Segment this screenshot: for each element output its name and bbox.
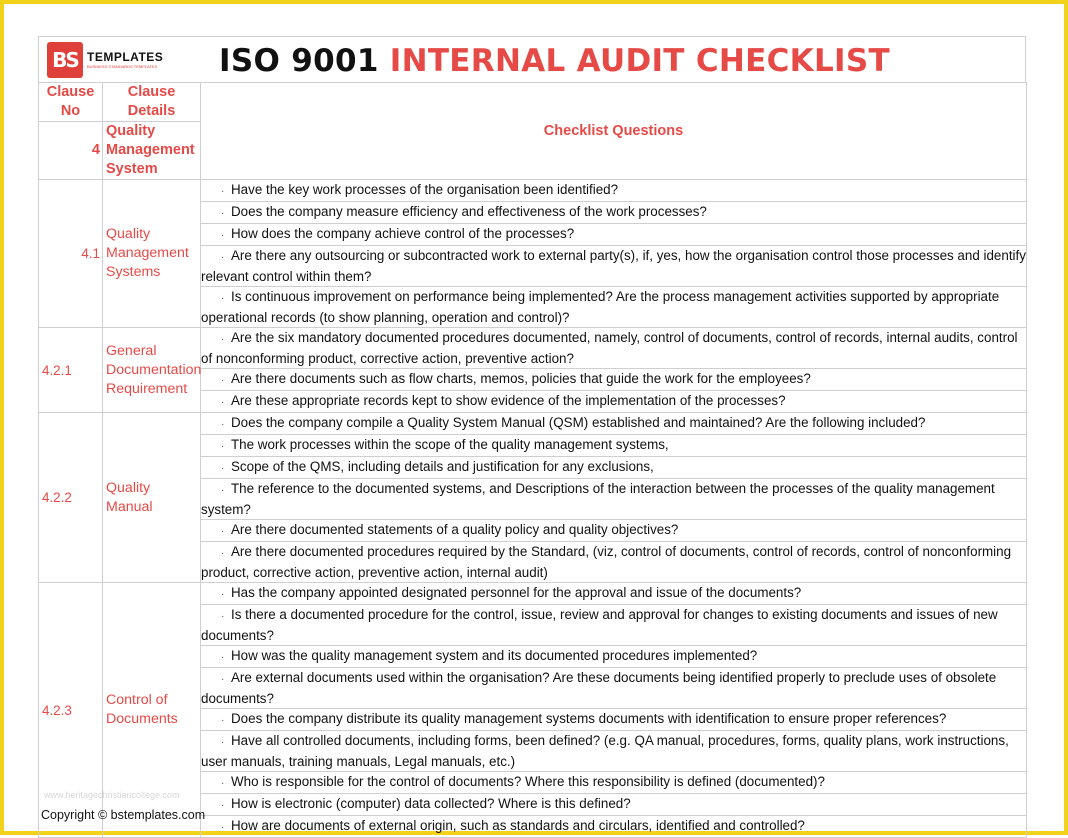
checklist-question: [201, 794, 1027, 816]
question-text: Are the six mandatory documented procedures documented, namely, control of documents, control of records, internal audits, control of nonconforming product, corrective action, preventive action?: [201, 330, 1018, 366]
question-text: Is continuous improvement on performance being implemented? Are the process management activities supported by appropriate operational records (to show planning, operation and control)?: [201, 289, 1000, 325]
checklist-question: [201, 180, 1027, 202]
checklist-question: [201, 246, 1027, 287]
checklist-question: [201, 731, 1027, 772]
bullet-icon: ·: [221, 293, 225, 304]
question-row: [39, 328, 1027, 369]
clause-name: Control of Documents: [103, 583, 201, 838]
question-text: Does the company compile a Quality System Manual (QSM) established and maintained? Are the following included?: [231, 415, 926, 430]
logo-word: TEMPLATES: [87, 50, 164, 64]
question-text: Are there documents such as flow charts, memos, policies that guide the work for the employees?: [231, 371, 811, 386]
question-text: Does the company distribute its quality management systems documents with identification to ensure proper references?: [231, 711, 947, 726]
checklist-question: [201, 435, 1027, 457]
bullet-icon: ·: [221, 822, 225, 833]
checklist-question: [201, 605, 1027, 646]
checklist-question: [201, 583, 1027, 605]
bullet-icon: ·: [221, 737, 225, 748]
clause-details-header: Clause Details: [103, 83, 201, 122]
title-row: [38, 36, 1026, 82]
question-text: Have all controlled documents, including forms, been defined? (e.g. QA manual, procedures, forms, quality plans, work instructions, user manuals, training manuals, Legal manuals, etc.): [201, 733, 1009, 769]
top-clause-number: 4: [39, 122, 103, 180]
bullet-icon: ·: [221, 652, 225, 663]
clause-name: Quality Management Systems: [103, 180, 201, 328]
question-row: [39, 413, 1027, 435]
checklist-question: [201, 542, 1027, 583]
question-text: How does the company achieve control of the processes?: [231, 226, 575, 241]
bullet-icon: ·: [221, 526, 225, 537]
checklist-question: [201, 369, 1027, 391]
question-text: How is electronic (computer) data collected? Where is this defined?: [231, 796, 631, 811]
question-text: Does the company measure efficiency and effectiveness of the work processes?: [231, 204, 707, 219]
question-text: Is there a documented procedure for the control, issue, review and approval for changes to existing documents and issues of new documents?: [201, 607, 998, 643]
document-title: [219, 43, 890, 79]
clause-name: Quality Manual: [103, 413, 201, 583]
bullet-icon: ·: [221, 419, 225, 430]
checklist-question: [201, 709, 1027, 731]
logo-tagline: BUSINESS STANDARDS TEMPLATES: [87, 64, 158, 69]
bullet-icon: ·: [221, 186, 225, 197]
bullet-icon: ·: [221, 397, 225, 408]
checklist-question: [201, 520, 1027, 542]
checklist-question: [201, 816, 1027, 838]
checklist-sheet: [38, 36, 1026, 838]
checklist-question: [201, 328, 1027, 369]
bullet-icon: ·: [221, 230, 225, 241]
bullet-icon: ·: [221, 800, 225, 811]
question-text: The work processes within the scope of the quality management systems,: [231, 437, 669, 452]
checklist-question: [201, 772, 1027, 794]
checklist-question: [201, 646, 1027, 668]
title-part-2: INTERNAL AUDIT CHECKLIST: [389, 43, 890, 79]
bullet-icon: ·: [221, 375, 225, 386]
bullet-icon: ·: [221, 441, 225, 452]
bullet-icon: ·: [221, 334, 225, 345]
question-text: Are there any outsourcing or subcontracted work to external party(s), if, yes, how the organisation control those processes and identify relevant control within them?: [201, 248, 1026, 284]
bullet-icon: ·: [221, 715, 225, 726]
question-text: Are there documented procedures required by the Standard, (viz, control of documents, control of records, control of nonconforming product, corrective action, preventive action, internal audit): [201, 544, 1012, 580]
logo-mark: BS: [47, 42, 83, 78]
bullet-icon: ·: [221, 674, 225, 685]
checklist-question: [201, 391, 1027, 413]
bs-templates-logo: [47, 42, 163, 78]
checklist-table: [38, 82, 1027, 838]
question-text: Are external documents used within the organisation? Are these documents being identified properly to preclude uses of obsolete documents?: [201, 670, 997, 706]
question-row: [39, 583, 1027, 605]
bullet-icon: ·: [221, 208, 225, 219]
clause-name: General Documentation Requirement: [103, 328, 201, 413]
checklist-question: [201, 202, 1027, 224]
title-part-1: ISO 9001: [219, 43, 379, 79]
question-text: Who is responsible for the control of documents? Where this responsibility is defined (documented)?: [231, 774, 825, 789]
bullet-icon: ·: [221, 548, 225, 559]
bullet-icon: ·: [221, 589, 225, 600]
checklist-questions-header: Checklist Questions: [201, 83, 1027, 180]
bullet-icon: ·: [221, 611, 225, 622]
question-text: Has the company appointed designated personnel for the approval and issue of the documents?: [231, 585, 802, 600]
clause-number: 4.2.3: [39, 583, 103, 838]
checklist-question: [201, 224, 1027, 246]
bullet-icon: ·: [221, 778, 225, 789]
clause-number: 4.1: [39, 180, 103, 328]
watermark-text: www.heritagechristiancollege.com: [44, 790, 180, 800]
clause-no-header: Clause No: [39, 83, 103, 122]
header-row: [39, 83, 1027, 122]
bullet-icon: ·: [221, 463, 225, 474]
question-text: Are these appropriate records kept to show evidence of the implementation of the processes?: [231, 393, 786, 408]
checklist-question: [201, 479, 1027, 520]
question-text: Scope of the QMS, including details and justification for any exclusions,: [231, 459, 654, 474]
question-text: Have the key work processes of the organisation been identified?: [231, 182, 619, 197]
bullet-icon: ·: [221, 252, 225, 263]
checklist-question: [201, 668, 1027, 709]
question-text: How are documents of external origin, such as standards and circulars, identified and controlled?: [231, 818, 805, 833]
question-row: [39, 180, 1027, 202]
clause-number: 4.2.2: [39, 413, 103, 583]
question-text: How was the quality management system and its documented procedures implemented?: [231, 648, 758, 663]
top-clause-name: Quality Management System: [103, 122, 201, 180]
copyright-text: Copyright © bstemplates.com: [41, 808, 206, 822]
question-text: The reference to the documented systems, and Descriptions of the interaction between the processes of the quality management system?: [201, 481, 995, 517]
checklist-question: [201, 457, 1027, 479]
checklist-question: [201, 413, 1027, 435]
clause-number: 4.2.1: [39, 328, 103, 413]
bullet-icon: ·: [221, 485, 225, 496]
question-text: Are there documented statements of a quality policy and quality objectives?: [231, 522, 679, 537]
checklist-question: [201, 287, 1027, 328]
